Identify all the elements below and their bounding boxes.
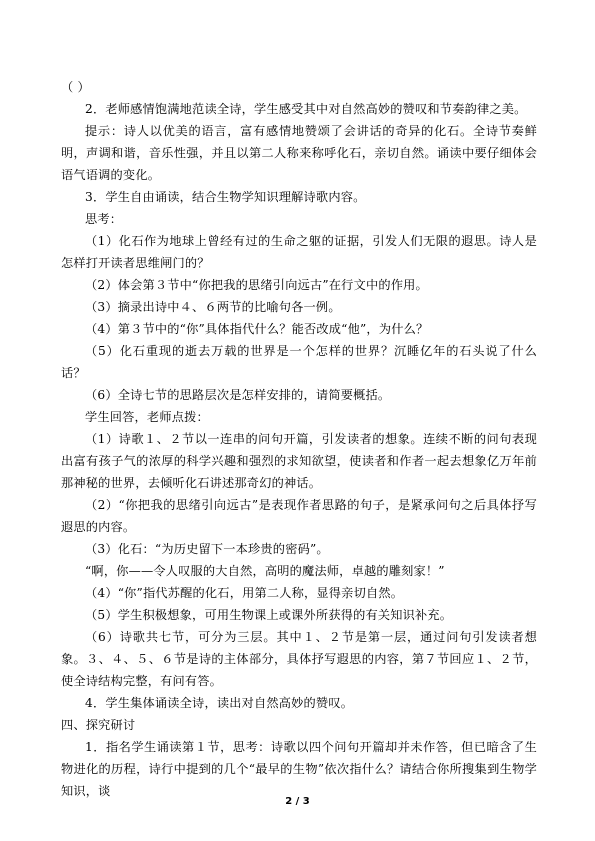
exploration-item-1: 1．指名学生诵读第１节，思考：诗歌以四个问句开篇却并未作答，但已暗含了生物进化的历程，诗行中提到的几个“最早的生物”依次指什么？请结合你所搜集到生物学知识，谈 bbox=[61, 740, 537, 798]
question-2: （2）体会第３节中“你把我的思绪引向远古”在行文中的作用。 bbox=[85, 278, 428, 292]
question-5: （5）化石重现的逝去万载的世界是一个怎样的世界？沉睡亿年的石头说了什么话？ bbox=[61, 344, 537, 380]
page-number: 2 / 3 bbox=[285, 796, 310, 807]
answers-heading: 学生回答，老师点拨： bbox=[85, 410, 209, 424]
question-4: （4）第３节中的“你”具体指代什么？能否改成“他”，为什么？ bbox=[85, 322, 429, 336]
hint-paragraph: 提示：诗人以优美的语言，富有感情地赞颂了会讲话的奇异的化石。全诗节奏鲜明，声调和谐，音乐性强，并且以第二人称来称呼化石，亲切自然。诵读中要仔细体会语气语调的变化。 bbox=[61, 124, 537, 182]
answer-4: （4）“你”指代苏醒的化石，用第二人称，显得亲切自然。 bbox=[85, 586, 404, 600]
answer-3: （3）化石：“为历史留下一本珍贵的密码”。 bbox=[85, 542, 329, 556]
answer-1: （1）诗歌１、２节以一连串的问句开篇，引发读者的想象。连续不断的问句表现出富有孩子气的浓厚的科学兴趣和强烈的求知欲望，使读者和作者一起去想象亿万年前那神秘的世界，去倾听化石讲述那奇幻的神话。 bbox=[61, 432, 537, 490]
step-4-group-reading: 4．学生集体诵读全诗，读出对自然高妙的赞叹。 bbox=[85, 696, 354, 710]
question-1: （1）化石作为地球上曾经有过的生命之躯的证据，引发人们无限的遐思。诗人是怎样打开读者思维闸门的？ bbox=[61, 234, 537, 270]
question-3: （3）摘录出诗中４、６两节的比喻句各一例。 bbox=[85, 300, 341, 314]
section-4-heading: 四、探究研讨 bbox=[61, 718, 136, 732]
step-2-teacher-reading: 2．老师感情饱满地范读全诗，学生感受其中对自然高妙的赞叹和节奏韵律之美。 bbox=[85, 102, 527, 116]
answer-5: （5）学生积极想象，可用生物课上或课外所获得的有关知识补充。 bbox=[85, 608, 453, 622]
step-3-free-reading: 3．学生自由诵读，结合生物学知识理解诗歌内容。 bbox=[85, 190, 366, 204]
document-body bbox=[61, 76, 537, 802]
answer-2: （2）“你把我的思绪引向远古”是表现作者思路的句子，是紧承问句之后具体抒写遐思的内容。 bbox=[61, 498, 537, 534]
question-6: （6）全诗七节的思路层次是怎样安排的，请简要概括。 bbox=[85, 388, 391, 402]
answer-3-quote: “啊，你——令人叹服的大自然，高明的魔法师，卓越的雕刻家！” bbox=[85, 564, 445, 578]
answer-blank: （ ） bbox=[61, 80, 90, 94]
answer-6: （6）诗歌共七节，可分为三层。其中１、２节是第一层，通过问句引发读者想象。３、４、５、６节是诗的主体部分，具体抒写遐思的内容，第７节回应１、２节，使全诗结构完整，有问有答。 bbox=[61, 630, 537, 688]
thinking-heading: 思考： bbox=[85, 212, 123, 226]
